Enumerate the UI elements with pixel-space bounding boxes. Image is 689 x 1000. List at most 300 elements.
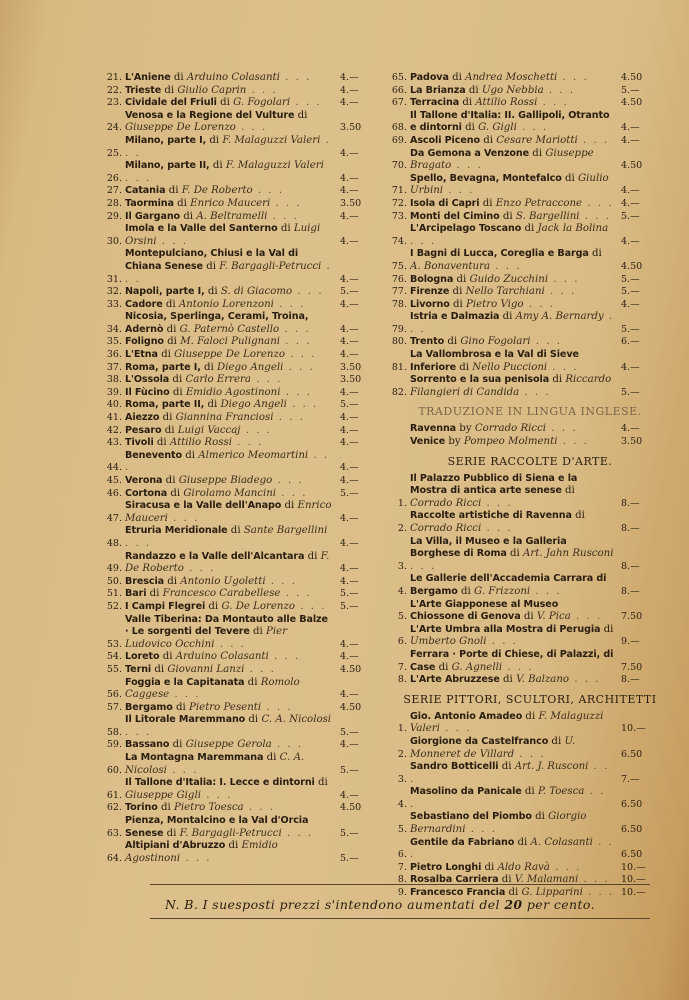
entry-price: 5.— [340,399,359,411]
catalog-entry [100,425,378,438]
leader-dots: . . . [286,399,319,411]
entry-number: 30. [106,235,122,247]
entry-title: Sandro Botticelli [410,761,499,773]
entry-by: di [571,510,585,522]
entry-title: Verona [125,475,163,486]
entry-title: Gentile da Fabriano [410,836,515,848]
entry-author: Corrado Ricci [410,497,482,509]
catalog-entry [100,248,378,286]
leader-dots: . . . [271,739,304,751]
entry-price: 4.50 [340,701,362,713]
catalog-entry [100,349,378,362]
entry-author: Luigi Vaccaj [177,424,241,436]
entry-author: F. De Roberto [125,550,330,575]
entry-number: 2. [397,523,407,534]
entry-author: Jack la Bolina [537,223,609,235]
entry-price: 8.— [621,560,640,572]
entry-body [125,286,334,299]
entry-by: di [216,97,234,109]
catalog-entry [100,664,378,677]
entry-author: Guido Zucchini [469,273,549,285]
leader-dots: . . . [544,286,577,298]
entry-author: F. De Roberto [181,185,253,197]
entry-body [410,436,615,449]
entry-title: L'Arte Abruzzese [410,674,500,686]
divider-rule-top [150,884,650,885]
catalog-entry [100,702,378,715]
leader-dots: . . . [125,726,152,738]
entry-title: Catania [125,185,166,197]
entry-number: 56. [106,689,122,701]
traduzione-list [385,423,659,448]
entry-by: di [277,223,294,235]
catalog-entry [385,198,659,211]
entry-number: 51. [106,588,122,600]
entry-number: 60. [106,764,122,776]
leader-dots: . . . [516,122,549,134]
entry-number: 80. [391,336,407,348]
entry-number: 45. [106,475,122,486]
entry-title: Trento [410,336,445,348]
entry-by: di [588,248,602,260]
entry-price: 5.— [621,323,640,335]
catalog-entry [385,674,659,687]
entry-body [125,802,334,815]
entry-author: V. Balzano [516,674,570,686]
leader-dots: . . . [410,836,614,861]
leader-dots: . . . [281,827,314,839]
entry-author: F. Bargagli-Petrucci [219,260,322,272]
entry-title: Istria e Dalmazia [410,311,500,323]
entry-price: 3.50 [340,361,362,373]
entry-price: 10.— [621,874,646,886]
entry-title: Brescia [125,575,165,587]
entry-number: 48. [106,537,122,549]
entry-number: 68. [391,122,407,134]
entry-number: 32. [106,286,122,298]
entry-title: Montepulciano, Chiusi e la Val di Chiana Senese [125,248,299,272]
entry-author: Francesco Carabellese [162,588,281,600]
leader-dots: . . . [410,311,615,335]
entry-body [410,135,615,148]
leader-dots: . . . [250,374,283,386]
entry-body [125,702,334,715]
entry-number: 33. [106,298,122,310]
entry-title: Altipiani d'Abruzzo [125,840,226,852]
catalog-entry [100,614,378,652]
entry-price: 10.— [621,861,646,873]
catalog-entry [100,840,378,865]
catalog-entry [100,601,378,614]
catalog-entry [100,97,378,110]
entry-body [125,374,334,387]
entry-author: Arduino Colasanti [186,72,280,83]
section-heading-traduzione: TRADUZIONE IN LINGUA INGLESE. [418,405,642,419]
entry-number: 64. [106,852,122,864]
entry-title: Aiezzo [125,412,160,424]
entry-body [125,677,334,702]
entry-number: 42. [106,424,122,436]
catalog-entry [100,576,378,589]
entry-body [410,211,615,224]
entry-title: Cortona [125,487,168,499]
entry-price: 10.— [621,723,646,735]
entry-number: 39. [106,386,122,398]
entry-number: 52. [106,600,122,612]
entry-author: Art. J. Rusconi [514,761,589,773]
catalog-right-column [385,72,659,900]
entry-title: Spello, Bevagna, Montefalco [410,172,562,184]
catalog-entry [385,110,659,135]
entry-author: Enrico Mauceri [190,197,271,209]
entry-title: I Bagni di Lucca, Coreglia e Barga [410,248,589,260]
entry-price: 4.— [340,789,359,801]
leader-dots: . . . [125,260,332,285]
entry-by: di [531,811,549,823]
catalog-entry [100,677,378,702]
leader-dots: . . . [557,436,589,448]
entry-price: 4.— [340,512,359,524]
catalog-entry [385,473,659,511]
catalog-entry [385,211,659,224]
entry-by: by [445,436,464,448]
leader-dots: . . . [519,386,551,398]
leader-dots: . . . [272,475,304,486]
entry-body [125,752,334,777]
entry-title: Cadore [125,298,163,310]
entry-title: Etruria Meridionale [125,525,228,537]
entry-author: Giulio Urbini [410,172,609,197]
entry-body [410,837,615,862]
entry-by: di [157,349,175,361]
entry-price: 7.50 [621,661,643,673]
entry-price: 4.— [340,349,359,361]
catalog-entry [100,752,378,777]
entry-price: 4.— [340,323,359,335]
leader-dots: . . . [502,661,534,673]
entry-title: Bassano [125,739,170,751]
entry-by: di [225,840,242,852]
leader-dots: . . . [570,611,603,623]
leader-dots: . . . [465,824,497,836]
entry-author: P. Toesca [537,786,585,798]
entry-author: Giulio Caprin [177,84,247,96]
entry-author: Diego Angeli [220,399,287,411]
entry-number: 62. [106,802,122,814]
entry-author: C. A. Nicolosi [125,752,305,776]
entry-title: Taormina [125,197,174,209]
entry-number: 53. [106,638,122,650]
entry-title: Loreto [125,651,160,663]
catalog-entry [385,423,659,436]
entry-title: L'Arte Umbra alla Mostra di Perugia [410,623,601,635]
entry-body [125,777,334,802]
entry-price: 4.— [340,424,359,436]
entry-by: di [204,399,221,411]
price-note-prefix: N. B. I suesposti prezzi s'intendono aumentati del [164,897,505,912]
entry-body [410,374,615,399]
entry-author: Sante Bargellini [243,525,328,537]
entry-by: di [202,260,220,272]
catalog-entry [385,510,659,535]
catalog-entry [100,374,378,387]
entry-body [125,576,334,589]
entry-body [410,85,615,98]
leader-dots: . . . [537,97,569,109]
entry-title: Napoli, parte I, [125,286,205,298]
catalog-entry [385,97,659,110]
leader-dots: . . . [252,185,285,197]
entry-by: di [249,626,267,638]
entry-body [410,110,615,135]
entry-title: L'Arcipelago Toscano [410,223,522,235]
entry-body [125,815,334,840]
leader-dots: . . . [235,122,268,134]
leader-dots: . . . [279,323,311,335]
entry-title: L'Etna [125,349,158,361]
catalog-entry [100,336,378,349]
entry-by: di [294,109,308,121]
entry-title: Pietro Longhi [410,861,482,873]
entry-title: Pesaro [125,424,162,436]
catalog-entry [385,436,659,449]
entry-author: Corrado Ricci [474,423,547,435]
entry-author: G. Lipparini [521,887,583,899]
entry-title: Il Fùcino [125,386,170,398]
entry-body [410,786,615,811]
entry-body [125,739,334,752]
entry-body [410,536,615,574]
entry-price: 4.— [340,336,359,348]
entry-by: di [172,701,190,713]
entry-title: Roma, parte I, [125,361,201,373]
entry-author: Almerico Meomartini [198,449,309,461]
entry-by: di [204,286,221,298]
catalog-entry [100,110,378,135]
entry-number: 76. [391,273,407,285]
entry-author: A. Colasanti [530,836,593,848]
entry-author: Pietro Vigo [465,298,524,310]
catalog-entry [385,85,659,98]
leader-dots: . . . [557,72,589,83]
entry-body [125,475,334,488]
entry-author: C. A. Nicolosi [261,714,332,726]
entry-author: F. Malaguzzi Valeri [410,710,604,735]
entry-number: 81. [391,361,407,373]
entry-body [410,349,615,374]
entry-title: Sorrento e la sua penisola [410,374,550,386]
entry-number: 3. [397,773,407,785]
leader-dots: . . . [547,361,579,373]
entry-price: 5.— [340,726,359,738]
entry-author: Giorgio Bernardini [410,811,587,836]
entry-number: 43. [106,437,122,449]
entry-body [410,299,615,312]
entry-title: Il Tallone d'Italia: I. Lecce e dintorni [125,777,315,789]
entry-body [125,651,334,664]
entry-title: Rosalba Carriera [410,874,499,886]
entry-author: Romolo Caggese [125,676,300,701]
entry-title: Milano, parte II, [125,160,210,172]
entry-number: 67. [391,97,407,109]
entry-body [125,185,334,198]
entry-price: 4.— [340,689,359,701]
entry-title: Padova [410,72,449,83]
catalog-entry [100,299,378,312]
entry-price: 4.50 [621,97,643,109]
entry-price: 4.50 [621,72,643,83]
entry-author: Giuseppe Gerola [185,739,272,751]
entry-title: Tivoli [125,437,154,449]
entry-number: 29. [106,210,122,222]
entry-body [410,97,615,110]
entry-number: 77. [391,286,407,298]
entry-author: Giuseppe De Lorenzo [174,349,285,361]
entry-number: 23. [106,97,122,109]
leader-dots: . . . [265,575,298,587]
entry-by: di [205,600,222,612]
entry-by: di [180,210,197,222]
entry-body [410,811,615,836]
entry-by: di [520,611,537,623]
leader-dots: . . . [543,84,576,96]
entry-body [125,588,334,601]
entry-body [125,110,334,135]
entry-by: di [449,298,466,310]
entry-price: 4.50 [621,260,643,272]
entry-author: Pompeo Molmenti [463,436,558,448]
leader-dots: . . . [283,361,315,373]
entry-body [410,173,615,198]
entry-title: La Montagna Maremmana [125,752,264,764]
entry-by: di [227,525,244,537]
entry-number: 38. [106,374,122,386]
entry-by: di [245,714,262,726]
entry-price: 4.— [340,172,359,184]
entry-title: L'Aniene [125,72,171,83]
entry-number: 5. [397,611,407,623]
entry-author: Emidio Agostinoni [125,840,278,864]
leader-dots: . . . [481,523,513,534]
entry-number: 59. [106,739,122,751]
entry-price: 4.— [340,235,359,247]
entry-title: Pienza, Montalcino e la Val d'Orcia Senese [125,815,309,839]
leader-dots: . . . [231,437,264,449]
entry-price: 4.— [340,575,359,587]
catalog-entry [100,311,378,336]
entry-by: di [522,710,539,722]
catalog-entry [100,286,378,299]
catalog-entry [100,72,378,85]
entry-body [410,599,615,624]
entry-by: di [161,424,178,436]
entry-title: Foligno [125,336,164,348]
entry-price: 4.— [621,423,640,435]
entry-price: 4.— [340,462,359,474]
entry-price: 5.— [340,852,359,864]
entry-author: Corrado Ricci [410,523,482,534]
entry-author: Andrea Moschetti [465,72,558,83]
entry-body [410,761,615,786]
entry-price: 4.— [340,412,359,424]
leader-dots: . . . [514,748,546,760]
leader-dots: . . . [280,336,312,348]
entry-by: di [521,786,538,798]
entry-title: Isola di Capri [410,197,480,209]
entry-by: di [165,185,182,197]
leader-dots: . . . [273,412,305,424]
entry-author: G. Fogolari [233,97,291,109]
entry-by: di [162,298,179,310]
catalog-entry [100,135,378,160]
entry-number: 73. [391,210,407,222]
entry-body [410,674,615,687]
leader-dots: . . . [280,588,312,600]
leader-dots: . . . [166,764,199,776]
entry-number: 26. [106,172,122,184]
entry-price: 5.— [340,600,359,612]
entry-author: F. Bargagli-Petrucci [179,827,282,839]
entry-title: Siracusa e la Valle dell'Anapo [125,500,282,512]
entry-by: di [548,735,565,747]
entry-price: 4.— [340,563,359,575]
entry-price: 4.— [621,298,640,310]
catalog-entry [100,651,378,664]
entry-title: Da Gemona a Venzone [410,147,530,159]
entry-number: 3. [397,560,407,572]
entry-by: di [444,336,461,348]
entry-body [410,423,615,436]
entry-author: Girolamo Mancini [183,487,277,499]
entry-number: 57. [106,701,122,713]
entry-body [410,274,615,287]
entry-price: 4.— [340,84,359,96]
entry-number: 6. [397,636,407,648]
entry-by: di [465,84,482,96]
entry-price: 8.— [621,523,640,534]
entry-by: di [151,663,168,675]
entry-title: Masolino da Panicale [410,786,522,798]
catalog-entry [385,811,659,836]
entry-body [125,412,334,425]
leader-dots: . . . [582,887,615,899]
entry-number: 44. [106,462,122,474]
entry-body [125,362,334,375]
leader-dots: . . . [523,298,555,310]
entry-title: Terracina [410,97,460,109]
entry-price: 5.— [340,827,359,839]
catalog-entry [385,173,659,198]
entry-author: U. Monneret de Villard [410,735,576,760]
catalog-entry [385,336,659,349]
entry-title: Francesco Francia [410,887,506,899]
entry-price: 8.— [621,497,640,509]
entry-author: Giuseppe Bragato [410,147,594,172]
entry-price: 9.— [621,636,640,648]
entry-body [125,349,334,362]
pittori-list [385,711,659,900]
leader-dots: . . . [451,160,483,172]
entry-number: 49. [106,563,122,575]
leader-dots: . . . [167,512,200,524]
entry-author: Pietro Pesenti [189,701,262,713]
leader-dots: . . . [443,185,475,197]
catalog-entry [100,412,378,425]
entry-number: 27. [106,185,122,197]
entry-body [125,135,334,160]
entry-body [410,736,615,761]
leader-dots: . . . [410,786,606,810]
